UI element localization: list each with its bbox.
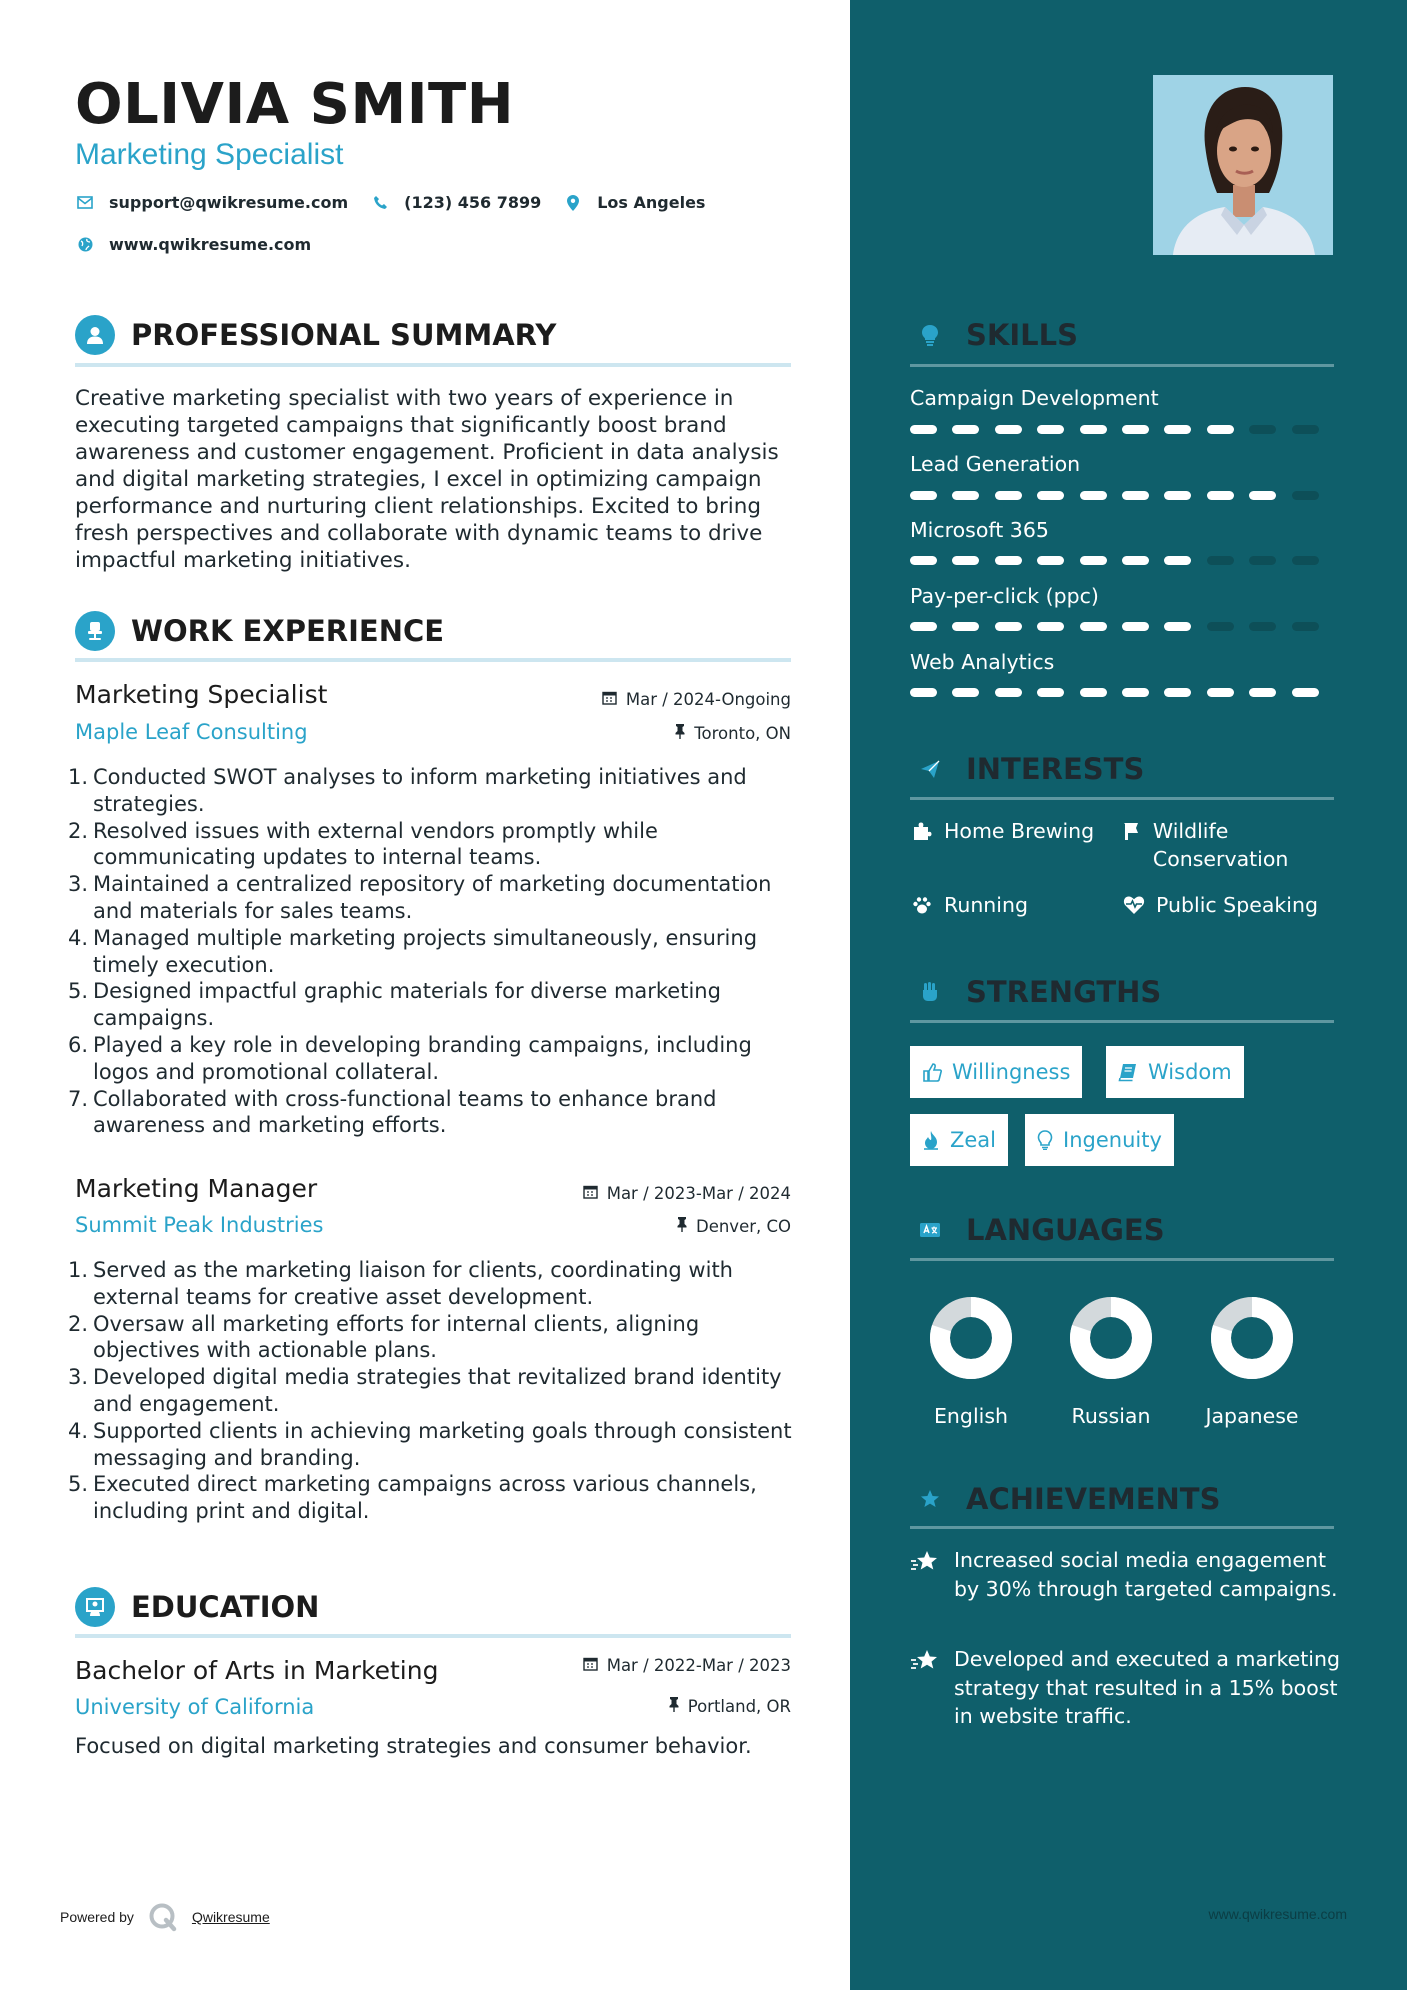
skill-dash-empty: [1249, 622, 1276, 631]
skill-dash-filled: [1164, 556, 1191, 565]
language-proficiency-ring: [1067, 1294, 1155, 1382]
qwikresume-link[interactable]: Qwikresume: [191, 1909, 270, 1925]
skill-dash-filled: [1292, 688, 1319, 697]
skill-dash-filled: [1164, 622, 1191, 631]
skill-name: Microsoft 365: [910, 518, 1049, 542]
skills-heading-title: SKILLS: [966, 318, 1078, 352]
skill-dash-filled: [1122, 622, 1149, 631]
skill-dash-filled: [1164, 688, 1191, 697]
skill-dash-filled: [1037, 425, 1064, 434]
skill-dash-filled: [1080, 491, 1107, 500]
experience-heading: [75, 611, 444, 651]
language-icon: [910, 1210, 950, 1250]
duty-item: Supported clients in achieving marketing goals through consistent messaging and branding.: [93, 1418, 792, 1470]
skill-dash-filled: [1249, 491, 1276, 500]
interest-item: [1122, 891, 1318, 919]
job-location-text: Denver, CO: [695, 1217, 791, 1236]
skill-dash-empty: [1292, 425, 1319, 434]
language-proficiency-ring: [927, 1294, 1015, 1382]
skill-dash-filled: [1122, 491, 1149, 500]
duty-item: Oversaw all marketing efforts for internal clients, aligning objectives with actionable plans.: [93, 1311, 700, 1363]
strengths-heading-title: STRENGTHS: [966, 975, 1162, 1009]
skill-dash-filled: [995, 491, 1022, 500]
skill-level-bar: [910, 622, 1334, 632]
skill-dash-filled: [995, 556, 1022, 565]
education-dates: [583, 1656, 791, 1675]
education-dates-text: Mar / 2022-Mar / 2023: [606, 1656, 791, 1675]
school-name: University of California: [75, 1695, 315, 1719]
powered-by-label: Powered by: [60, 1909, 134, 1925]
lightbulb-icon: [1037, 1130, 1053, 1150]
graduate-icon: [75, 1587, 115, 1627]
skill-dash-filled: [910, 622, 937, 631]
flag-icon: [1122, 817, 1143, 841]
languages-divider: [910, 1258, 1334, 1261]
duty-item: Conducted SWOT analyses to inform marketing initiatives and strategies.: [93, 765, 747, 816]
duty-item: Managed multiple marketing projects simultaneously, ensuring timely execution.: [93, 925, 758, 977]
job-dates-text: Mar / 2024-Ongoing: [625, 690, 791, 709]
strength-label: Zeal: [950, 1128, 997, 1152]
education-description: Focused on digital marketing strategies and consumer behavior.: [75, 1734, 752, 1758]
language-name: Japanese: [1205, 1404, 1299, 1428]
contact-row: [75, 193, 727, 212]
puzzle-icon: [910, 817, 934, 841]
job-dates: [583, 1184, 791, 1203]
skill-name: Lead Generation: [910, 452, 1081, 476]
duty-item: Resolved issues with external vendors promptly while communicating updates to internal teams.: [93, 818, 658, 870]
job-duties: [68, 764, 798, 1139]
language-proficiency-ring: [1208, 1294, 1296, 1382]
globe-icon: [75, 237, 95, 252]
skill-dash-filled: [952, 688, 979, 697]
candidate-title: Marketing Specialist: [75, 138, 344, 171]
skill-dash-empty: [1207, 556, 1234, 565]
pushpin-icon: [675, 724, 685, 743]
skill-dash-filled: [995, 425, 1022, 434]
contact-row-web: [75, 235, 333, 254]
skill-dash-filled: [1207, 425, 1234, 434]
skill-dash-filled: [1037, 556, 1064, 565]
education-heading: [75, 1587, 319, 1627]
skill-dash-filled: [1207, 688, 1234, 697]
calendar-icon: [583, 1656, 598, 1675]
map-marker-icon: [563, 195, 583, 211]
pushpin-icon: [677, 1217, 687, 1236]
interest-label: Running: [944, 893, 1029, 917]
skill-dash-filled: [1080, 556, 1107, 565]
degree-title: Bachelor of Arts in Marketing: [75, 1656, 439, 1685]
job-duties: [68, 1257, 798, 1525]
achievements-divider: [910, 1526, 1334, 1529]
skill-dash-filled: [952, 425, 979, 434]
education-location-text: Portland, OR: [687, 1697, 791, 1716]
strength-badge: [910, 1114, 1008, 1166]
skill-dash-filled: [1122, 556, 1149, 565]
skill-dash-filled: [1080, 688, 1107, 697]
languages-heading: [910, 1210, 1165, 1250]
phone-icon: [370, 195, 390, 210]
summary-text: Creative marketing specialist with two years of experience in executing targeted campaigns that significantly boost brand awareness and customer engagement. Proficient in data analysis and digital marketing strategies, I excel in optimizing campaign performance and nurturing client relationships. Excited to bring fresh perspectives and collaborate with dynamic teams to drive impactful marketing initiatives.: [75, 386, 779, 573]
achievement-text: Developed and executed a marketing strategy that resulted in a 15% boost in website traffic.: [954, 1647, 1340, 1728]
job-dates: [602, 690, 791, 709]
interest-item: [910, 891, 1028, 919]
candidate-name: OLIVIA SMITH: [75, 72, 515, 137]
skill-dash-filled: [1164, 491, 1191, 500]
language-name: English: [933, 1404, 1009, 1428]
education-divider: [75, 1634, 791, 1638]
contact-phone[interactable]: (123) 456 7899: [404, 193, 542, 212]
paper-plane-icon: [910, 749, 950, 789]
education-heading-title: EDUCATION: [131, 1590, 320, 1624]
summary-heading-title: PROFESSIONAL SUMMARY: [131, 318, 557, 352]
skill-dash-filled: [1037, 688, 1064, 697]
achievements-heading-title: ACHIEVEMENTS: [966, 1482, 1221, 1516]
skill-dash-empty: [1292, 556, 1319, 565]
job-company: Summit Peak Industries: [75, 1213, 324, 1237]
contact-location: Los Angeles: [597, 193, 706, 212]
language-name: Russian: [1071, 1404, 1151, 1428]
strength-badge: [1025, 1114, 1174, 1166]
thumbs-up-icon: [922, 1062, 942, 1082]
job-title: Marketing Manager: [75, 1174, 318, 1203]
achievements-heading: [910, 1479, 1220, 1519]
skill-level-bar: [910, 556, 1334, 566]
job-location: [675, 724, 791, 743]
skills-divider: [910, 364, 1334, 367]
interest-item: [1122, 817, 1342, 873]
duty-item: Designed impactful graphic materials for diverse marketing campaigns.: [93, 979, 721, 1031]
skill-dash-empty: [1292, 491, 1319, 500]
book-icon: [1118, 1062, 1138, 1082]
skill-dash-filled: [1122, 425, 1149, 434]
interest-label: Home Brewing: [944, 819, 1095, 843]
experience-divider: [75, 658, 791, 662]
education-location: [669, 1697, 791, 1716]
interest-item: [910, 817, 1094, 845]
star-icon: [910, 1546, 940, 1582]
lightbulb-icon: [910, 315, 950, 355]
skill-dash-filled: [910, 556, 937, 565]
experience-heading-title: WORK EXPERIENCE: [131, 614, 445, 648]
star-icon: [910, 1645, 940, 1681]
skill-dash-empty: [1207, 622, 1234, 631]
skill-dash-filled: [952, 556, 979, 565]
skill-dash-filled: [910, 688, 937, 697]
qwikresume-logo-icon: [148, 1902, 178, 1932]
contact-website[interactable]: www.qwikresume.com: [109, 235, 312, 254]
summary-divider: [75, 363, 791, 367]
achievement-item: [910, 1546, 1340, 1603]
interest-label: Wildlife Conservation: [1152, 819, 1289, 871]
user-icon: [75, 315, 115, 355]
skill-dash-filled: [995, 622, 1022, 631]
skill-dash-filled: [1164, 425, 1191, 434]
skill-dash-filled: [1037, 622, 1064, 631]
job-company: Maple Leaf Consulting: [75, 720, 308, 744]
chair-icon: [75, 611, 115, 651]
interests-divider: [910, 797, 1334, 800]
skill-dash-empty: [1292, 622, 1319, 631]
fire-icon: [922, 1130, 940, 1150]
skill-dash-filled: [1080, 622, 1107, 631]
skills-heading: [910, 315, 1078, 355]
star-badge-icon: [910, 1479, 950, 1519]
pushpin-icon: [669, 1697, 679, 1716]
duty-item: Developed digital media strategies that revitalized brand identity and engagement.: [93, 1365, 782, 1416]
strengths-divider: [910, 1020, 1334, 1023]
language-item: [906, 1294, 1036, 1428]
skill-name: Pay-per-click (ppc): [910, 584, 1099, 608]
skill-dash-filled: [952, 491, 979, 500]
languages-heading-title: LANGUAGES: [966, 1213, 1165, 1247]
calendar-icon: [583, 1184, 598, 1203]
paw-icon: [910, 891, 934, 915]
skill-dash-filled: [995, 688, 1022, 697]
duty-item: Maintained a centralized repository of marketing documentation and materials for sales teams.: [93, 872, 772, 923]
skill-dash-filled: [1207, 491, 1234, 500]
duty-item: Played a key role in developing branding campaigns, including logos and promotional collateral.: [93, 1032, 752, 1084]
interests-heading-title: INTERESTS: [966, 752, 1145, 786]
skill-dash-empty: [1249, 425, 1276, 434]
summary-heading: [75, 315, 556, 355]
skill-level-bar: [910, 491, 1334, 501]
language-item: [1046, 1294, 1176, 1428]
calendar-icon: [602, 690, 617, 709]
strength-badge: [1106, 1046, 1244, 1098]
raised-fist-icon: [910, 972, 950, 1012]
footer-powered-by: [60, 1902, 270, 1932]
envelope-icon: [75, 196, 95, 209]
job-location-text: Toronto, ON: [694, 724, 791, 743]
strength-label: Wisdom: [1148, 1060, 1232, 1084]
interests-heading: [910, 749, 1144, 789]
strengths-heading: [910, 972, 1161, 1012]
interest-label: Public Speaking: [1156, 893, 1318, 917]
footer-website[interactable]: www.qwikresume.com: [1208, 1906, 1347, 1922]
achievement-text: Increased social media engagement by 30% through targeted campaigns.: [954, 1548, 1338, 1601]
skill-dash-filled: [1249, 688, 1276, 697]
skill-dash-empty: [1249, 556, 1276, 565]
skill-dash-filled: [1122, 688, 1149, 697]
contact-email[interactable]: support@qwikresume.com: [109, 193, 349, 212]
strength-label: Ingenuity: [1063, 1128, 1162, 1152]
skill-dash-filled: [1037, 491, 1064, 500]
job-location: [677, 1217, 791, 1236]
skill-name: Web Analytics: [910, 650, 1055, 674]
profile-photo: [1153, 75, 1333, 255]
achievement-item: [910, 1645, 1340, 1731]
heartbeat-icon: [1122, 891, 1146, 915]
skill-dash-filled: [910, 491, 937, 500]
strength-badge: [910, 1046, 1082, 1098]
skill-level-bar: [910, 688, 1334, 698]
job-dates-text: Mar / 2023-Mar / 2024: [606, 1184, 791, 1203]
skill-dash-filled: [1080, 425, 1107, 434]
strength-label: Willingness: [952, 1060, 1071, 1084]
duty-item: Executed direct marketing campaigns across various channels, including print and digital.: [93, 1472, 757, 1524]
language-item: [1187, 1294, 1317, 1428]
skill-dash-filled: [910, 425, 937, 434]
duty-item: Served as the marketing liaison for clients, coordinating with external teams for creative asset development.: [93, 1258, 733, 1309]
skill-level-bar: [910, 425, 1334, 435]
duty-item: Collaborated with cross-functional teams to enhance brand awareness and marketing efforts.: [93, 1086, 717, 1138]
job-title: Marketing Specialist: [75, 680, 328, 709]
skill-dash-filled: [952, 622, 979, 631]
skill-name: Campaign Development: [910, 386, 1159, 410]
